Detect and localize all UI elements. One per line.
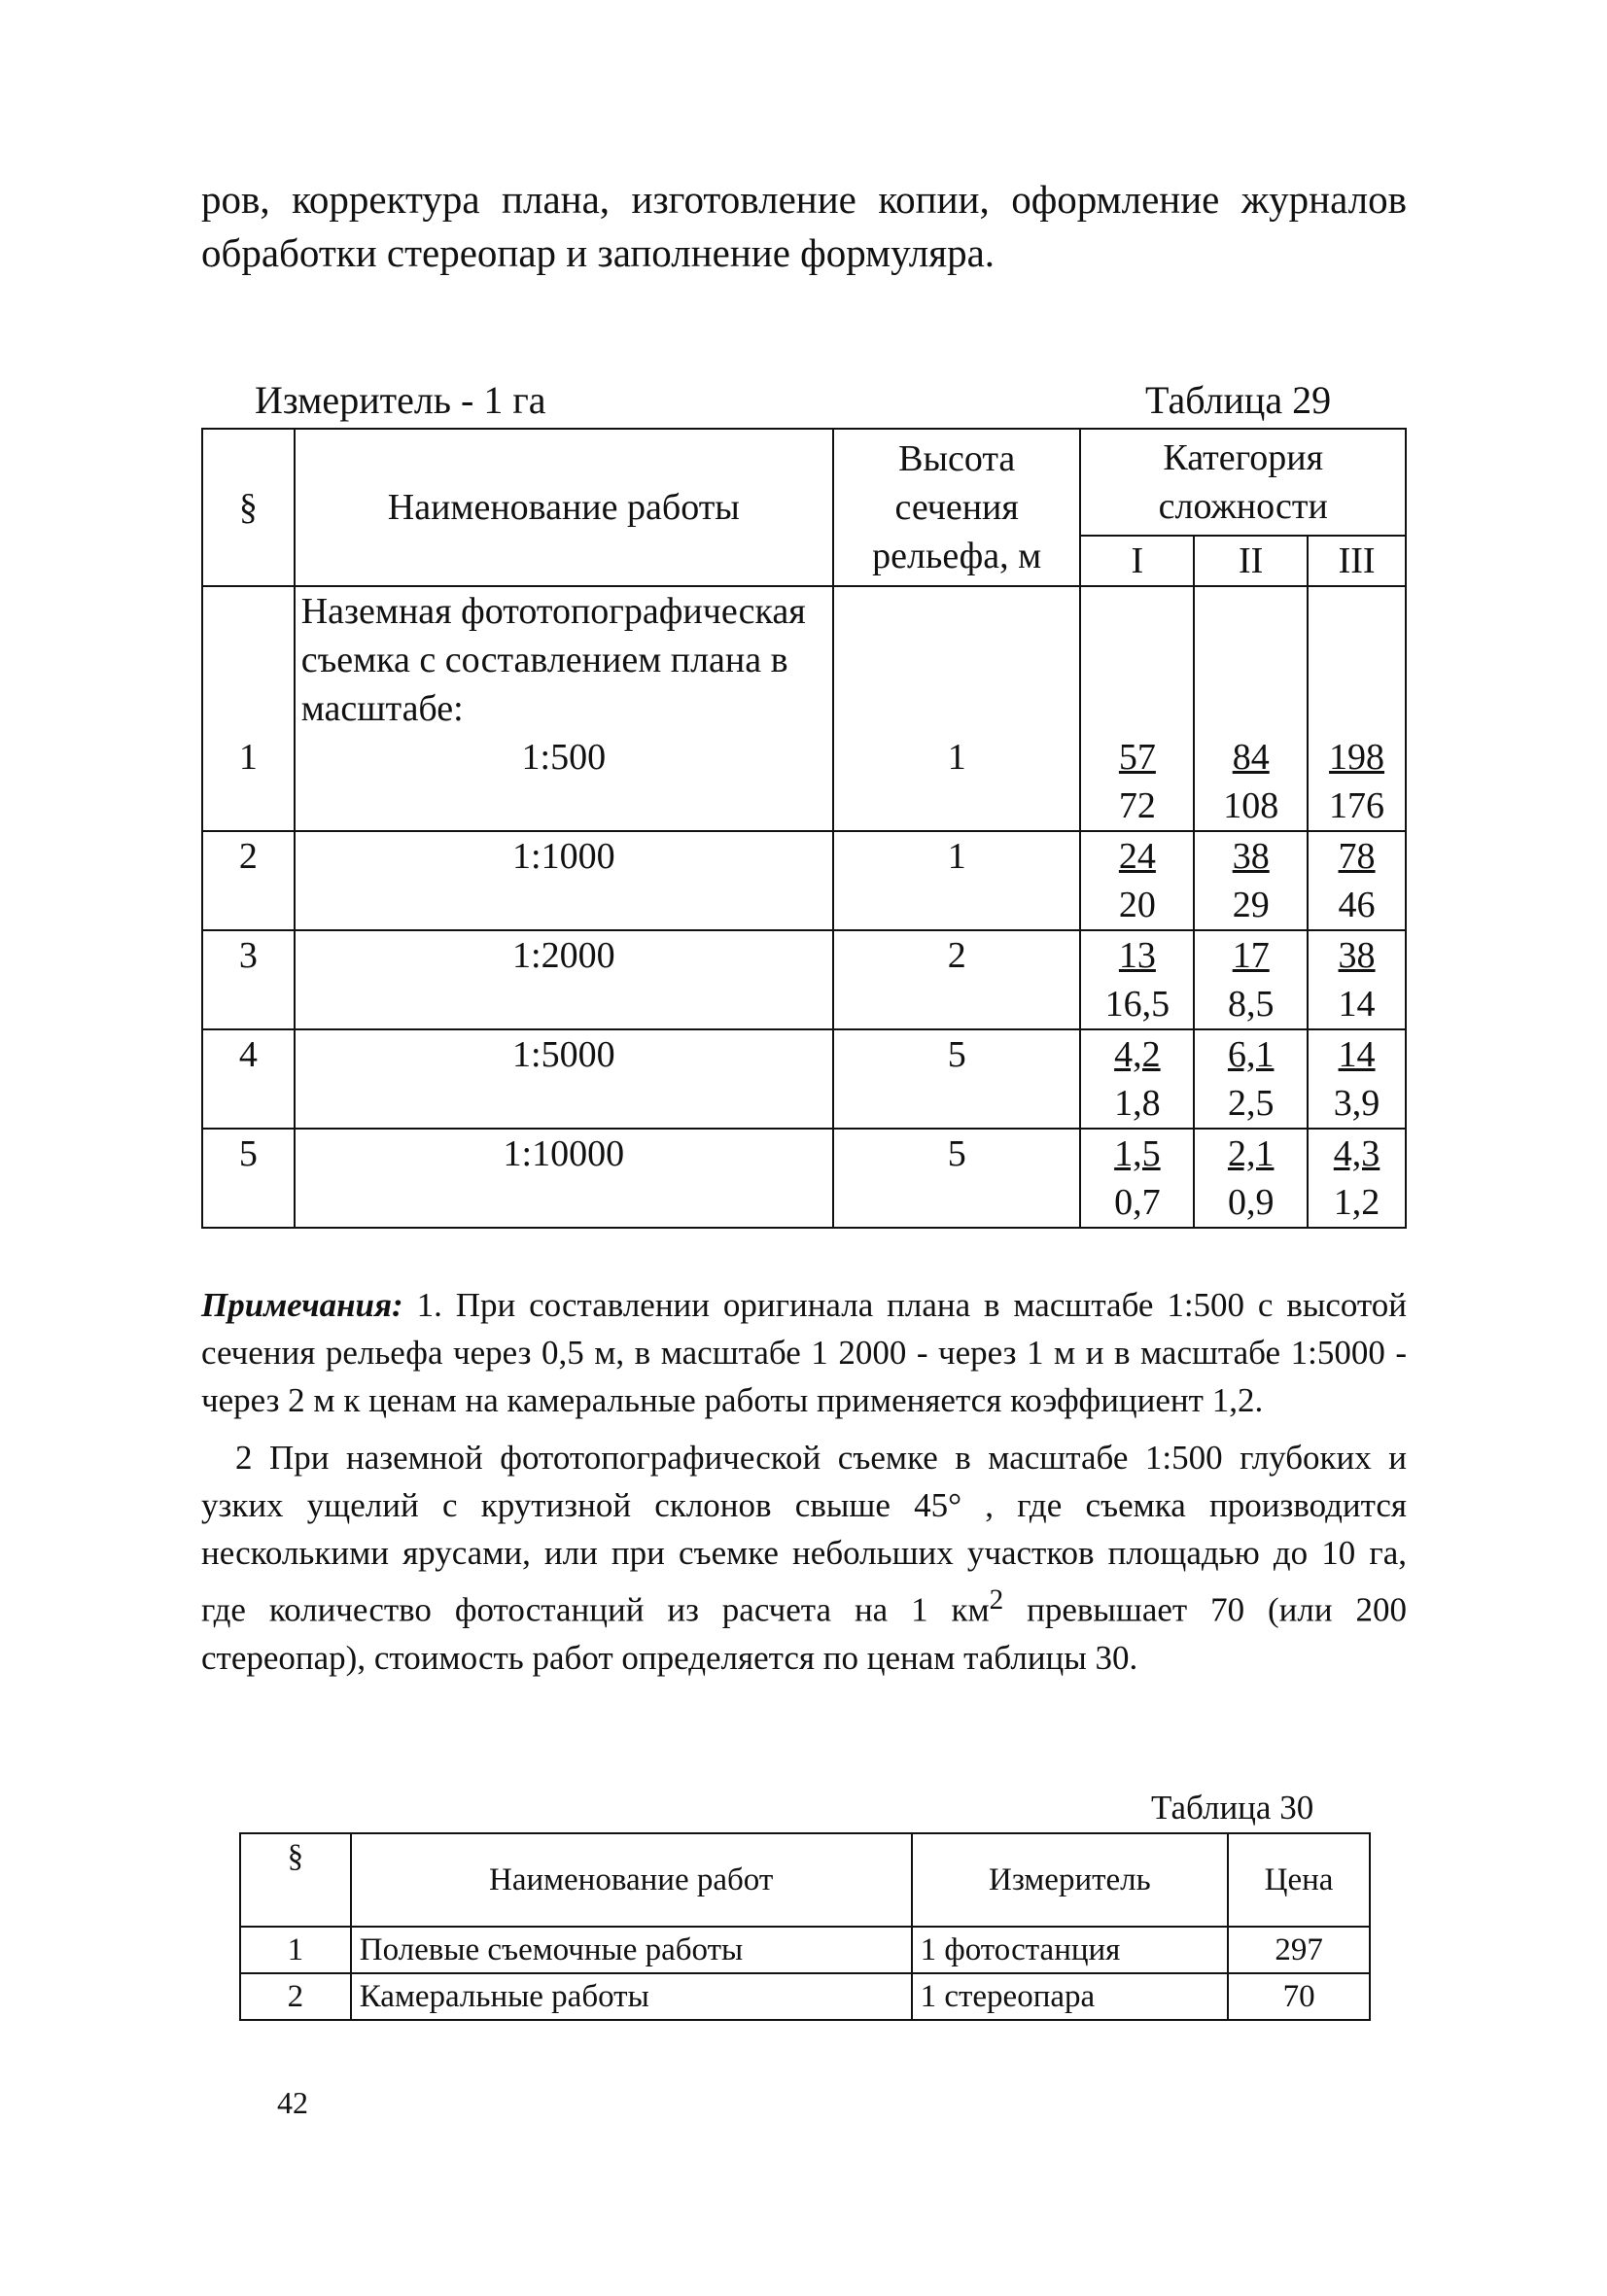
row-cat2: 6,1 2,5	[1194, 1029, 1308, 1129]
notes-block	[201, 1281, 1407, 1691]
group-title: Наземная фототопографическая съемка с составлением плана в масштабе:	[300, 591, 806, 729]
row-number: 1	[202, 586, 295, 831]
table-row	[240, 1973, 1370, 2020]
row-cat1: 57 72	[1080, 586, 1194, 831]
notes-label: Примечания:	[201, 1286, 403, 1324]
table-row	[202, 1129, 1406, 1228]
row-name	[295, 586, 833, 831]
row-cat1: 1,5 0,7	[1080, 1129, 1194, 1228]
table-29	[201, 428, 1407, 1229]
note-1: Примечания: 1. При составлении оригинала плана в масштабе 1:500 с высотой сечения рельефа через 0,5 м, в масштабе 1 2000 - через 1 м и в масштабе 1:5000 - через 2 м к ценам на камеральные работы применяется коэффициент 1,2.	[201, 1286, 1407, 1419]
table29-head-height: Высота сечения рельефа, м	[833, 429, 1081, 586]
row-number: 2	[240, 1973, 351, 2020]
row-cat2: 38 29	[1194, 831, 1308, 930]
table30-head-sect: §	[240, 1833, 351, 1927]
row-height: 1	[833, 586, 1081, 831]
table30-header-row	[240, 1833, 1370, 1927]
table30-caption: Таблица 30	[1151, 1789, 1314, 1826]
row-scale: 1:2000	[295, 930, 833, 1029]
row-number: 1	[240, 1927, 351, 1973]
row-cat1: 13 16,5	[1080, 930, 1194, 1029]
row-number: 4	[202, 1029, 295, 1129]
row-cat2: 84 108	[1194, 586, 1308, 831]
row-height: 5	[833, 1029, 1081, 1129]
row-cat1: 24 20	[1080, 831, 1194, 930]
page-number: 42	[277, 2085, 308, 2120]
table-row	[202, 831, 1406, 930]
table-30	[239, 1832, 1371, 2021]
row-scale: 1:10000	[295, 1129, 833, 1228]
row-measure: 1 фотостанция	[912, 1927, 1229, 1973]
row-number: 3	[202, 930, 295, 1029]
row-name: Полевые съемочные работы	[351, 1927, 912, 1973]
table29-head-name: Наименование работы	[295, 429, 833, 586]
table-row	[240, 1927, 1370, 1973]
table29-head-cat3: III	[1308, 536, 1406, 586]
row-cat3: 38 14	[1308, 930, 1406, 1029]
note-2: 2 При наземной фототопографической съемке в масштабе 1:500 глубоких и узких ущелий с крутизной склонов свыше 45° , где съемка производится несколькими ярусами, или при съемке небольших участков площадью до 10 га, где количество фотостанций из расчета на 1 $км^2$ превышает 70 (или 200 стереопар), стоимость работ определяется по ценам таблицы 30.	[201, 1439, 1407, 1677]
intro-paragraph: ров, корректура плана, изготовление копии, оформление журналов обработки стереопар и заполнение формуляра.	[201, 177, 1407, 275]
row-cat2: 2,1 0,9	[1194, 1129, 1308, 1228]
row-height: 2	[833, 930, 1081, 1029]
row-cat2: 17 8,5	[1194, 930, 1308, 1029]
table29-head-sect: §	[202, 429, 295, 586]
row-cat3: 4,3 1,2	[1308, 1129, 1406, 1228]
table30-head-name: Наименование работ	[351, 1833, 912, 1927]
row-scale: 1:5000	[295, 1029, 833, 1129]
row-cat3: 14 3,9	[1308, 1029, 1406, 1129]
row-cat3: 78 46	[1308, 831, 1406, 930]
table29-head-cat2: II	[1194, 536, 1308, 586]
row-price: 70	[1228, 1973, 1370, 2020]
row-number: 5	[202, 1129, 295, 1228]
row-scale: 1:1000	[295, 831, 833, 930]
row-height: 5	[833, 1129, 1081, 1228]
row-measure: 1 стереопара	[912, 1973, 1229, 2020]
row-name: Камеральные работы	[351, 1973, 912, 2020]
table29-head-category: Категория сложности	[1080, 429, 1406, 536]
row-number: 2	[202, 831, 295, 930]
row-cat3: 198 176	[1308, 586, 1406, 831]
table29-measure: Измеритель - 1 га	[255, 378, 546, 422]
table29-head-cat1: I	[1080, 536, 1194, 586]
row-price: 297	[1228, 1927, 1370, 1973]
row-height: 1	[833, 831, 1081, 930]
table30-head-measure: Измеритель	[912, 1833, 1229, 1927]
table-row	[202, 586, 1406, 831]
row-cat1: 4,2 1,8	[1080, 1029, 1194, 1129]
table29-caption: Таблица 29	[1145, 378, 1332, 422]
table-row	[202, 930, 1406, 1029]
table-row	[202, 1029, 1406, 1129]
row-scale: 1:500	[521, 737, 607, 778]
table30-head-price: Цена	[1228, 1833, 1370, 1927]
